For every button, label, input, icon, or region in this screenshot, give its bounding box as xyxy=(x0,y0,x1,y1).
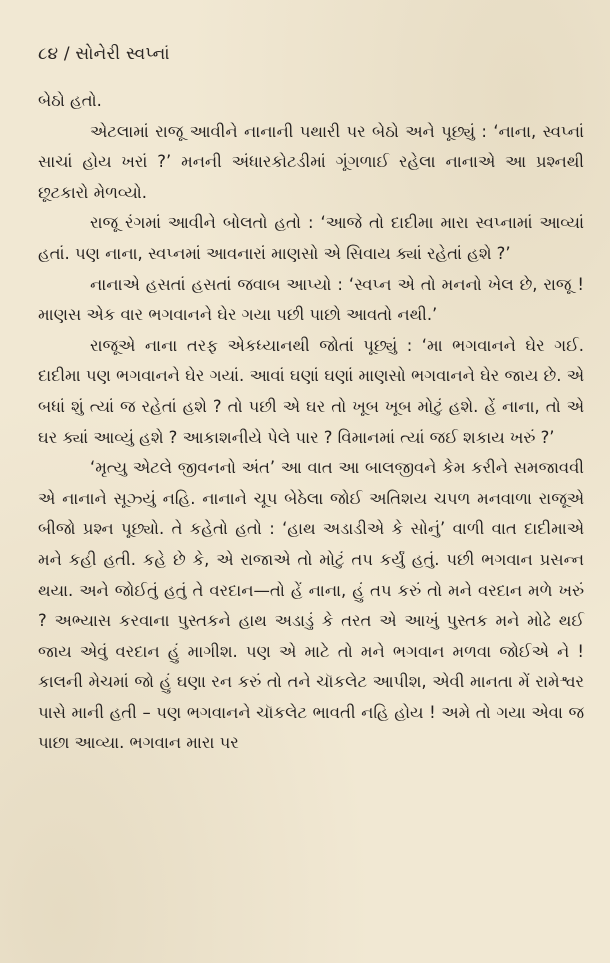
running-head: ૮૪ / સોનેરી સ્વપ્નાં xyxy=(38,44,170,64)
paragraph-2: રાજૂ રંગમાં આવીને બોલતો હતો : ‘આજે તો દાદીમા મારા સ્વપ્નામાં આવ્યાં હતાં. પણ નાના, સ્વપ્નમાં આવનારાં માણસો એ સિવાય ક્યાં રહેતાં હશે ?’ xyxy=(38,213,584,263)
body-text xyxy=(38,86,584,759)
paragraph-3: નાનાએ હસતાં હસતાં જવાબ આપ્યો : ‘સ્વપ્ન એ તો મનનો ખેલ છે, રાજૂ ! માણસ એક વાર ભગવાનને ઘેર ગયા પછી પાછો આવતો નથી.’ xyxy=(38,274,584,325)
paragraph-4: રાજૂએ નાના તરફ એકધ્યાનથી જોતાં પૂછ્યું : ‘મા ભગવાનને ઘેર ગઈ. દાદીમા પણ ભગવાનને ઘેર ગયાં. આવાં ઘણાં ઘણાં માણસો ભગવાનને ઘેર જાય છે. એ બધાં શું ત્યાં જ રહેતાં હશે ? તો પછી એ ઘર તો ખૂબ ખૂબ મોટું હશે. હેં નાના, તો એ ઘર ક્યાં આવ્યું હશે ? આકાશનીયે પેલે પાર ? વિમાનમાં ત્યાં જઈ શકાય ખરું ?’ xyxy=(38,335,584,447)
paragraph-continuation: બેઠો હતો. xyxy=(38,91,102,110)
paragraph-5: ‘મૃત્યુ એટલે જીવનનો અંત’ આ વાત આ બાલજીવને કેમ કરીને સમજાવવી એ નાનાને સૂઝ્યું નહિ. નાનાને ચૂપ બેઠેલા જોઈ અતિશય ચપળ મનવાળા રાજૂએ બીજો પ્રશ્ન પૂછ્યો. તે કહેતો હતો : ‘હાથ અડાડીએ કે સોનું’ વાળી વાત દાદીમાએ મને કહી હતી. કહે છે કે, એ રાજાએ તો મોટું તપ કર્યું હતું. પછી ભગવાન પ્રસન્ન થયા. અને જોઈતું હતું તે વરદાન—તો હેં નાના, હું તપ કરું તો મને વરદાન મળે ખરું ? અભ્યાસ કરવાના પુસ્તકને હાથ અડાડું કે તરત એ આખું પુસ્તક મને મોઢે થઈ જાય એવું વરદાન હું માગીશ. પણ એ માટે તો મને ભગવાન મળવા જોઈએ ને ! કાલની મેચમાં જો હું ઘણા રન કરું તો તને ચૉકલેટ આપીશ, એવી માનતા મેં રામેશ્વર પાસે માની હતી – પણ ભગવાનને ચૉકલેટ ભાવતી નહિ હોય ! અમે તો ગયા એવા જ પાછા આવ્યા. ભગવાન મારા પર xyxy=(38,458,584,753)
paragraph-1: એટલામાં રાજૂ આવીને નાનાની પથારી પર બેઠો અને પૂછ્યું : ‘નાના, સ્વપ્નાં સાચાં હોય ખરાં ?’ મનની અંધારકોટડીમાં ગૂંગળાઈ રહેલા નાનાએ આ પ્રશ્નથી છૂટકારો મેળવ્યો. xyxy=(38,121,584,202)
